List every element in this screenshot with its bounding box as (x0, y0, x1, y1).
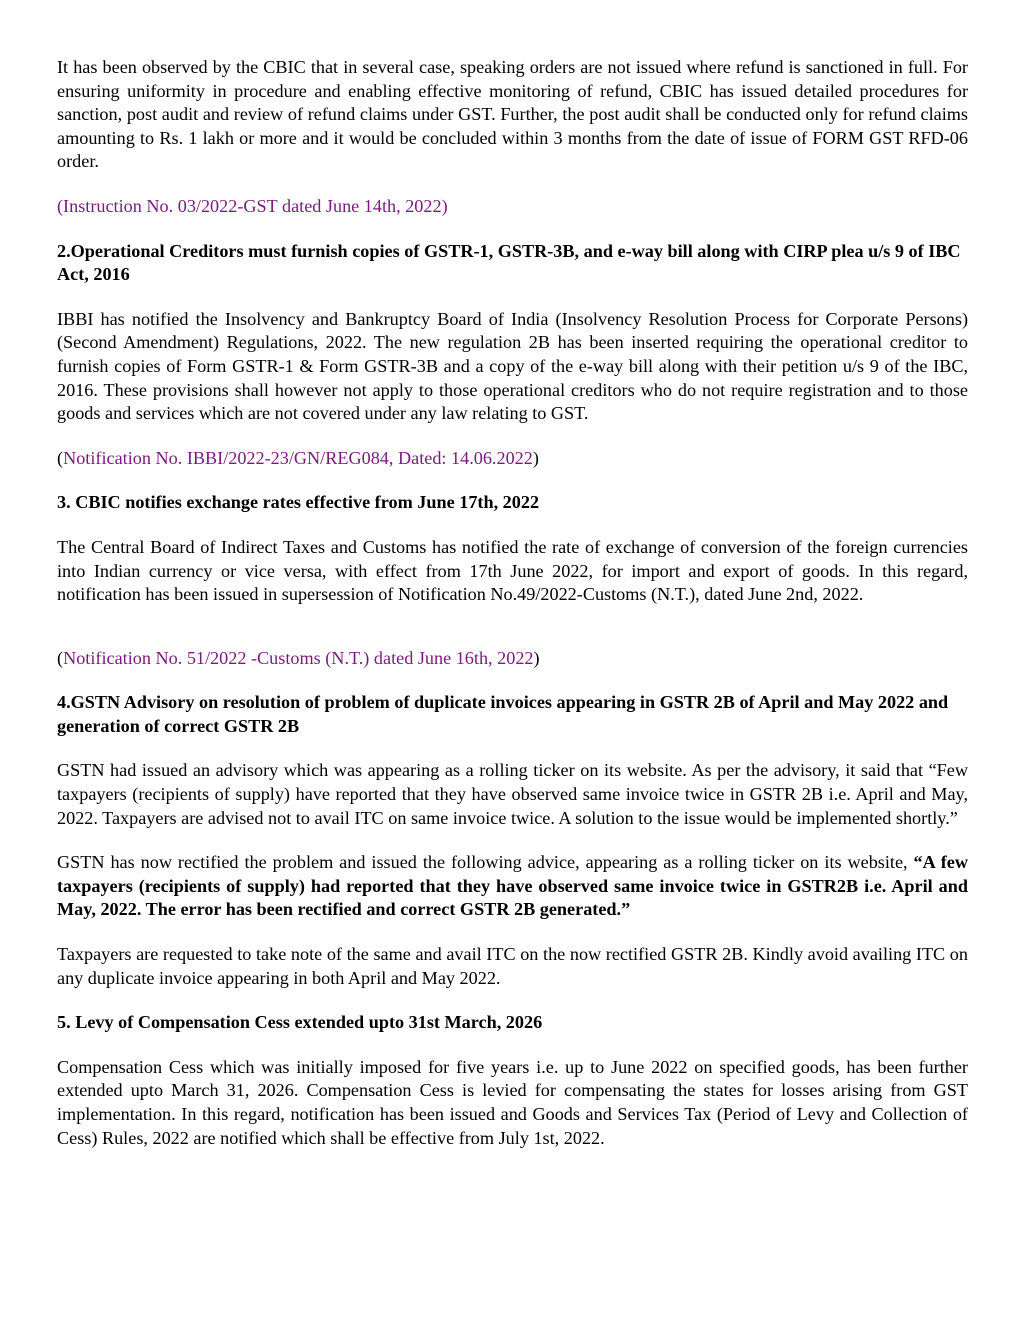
section-4-body-2-quote: “A few taxpayers (recipients of supply) had reported that they have observed same invoice twice in GSTR2B i.e. April and May, 2022. The error has been rectified and correct GSTR 2B generated.” (57, 852, 968, 920)
instruction-reference: (Instruction No. 03/2022-GST dated June 14th, 2022) (57, 195, 448, 216)
section-3-body: The Central Board of Indirect Taxes and Customs has notified the rate of exchange of conversion of the foreign currencies into Indian currency or vice versa, with effect from 17th June 2022, for import and export of goods. In this regard, notification has been issued in supersession of Notification No.49/2022-Customs (N.T.), dated June 2nd, 2022. (57, 536, 968, 605)
section-4-body-2-lead: GSTN has now rectified the problem and issued the following advice, appearing as a rolling ticker on its website, (57, 852, 914, 873)
ref-text: Notification No. IBBI/2022-23/GN/REG084, Dated: 14.06.2022 (63, 447, 533, 468)
document-page (57, 56, 968, 1150)
section-2-heading: 2.Operational Creditors must furnish copies of GSTR-1, GSTR-3B, and e-way bill along with CIRP plea u/s 9 of IBC Act, 2016 (57, 240, 961, 285)
section-2-body: IBBI has notified the Insolvency and Bankruptcy Board of India (Insolvency Resolution Process for Corporate Persons) (Second Amendment) Regulations, 2022. The new regulation 2B has been inserted requiring the operational creditor to furnish copies of Form GSTR-1 & Form GSTR-3B and a copy of the e-way bill along with their petition u/s 9 of the IBC, 2016. These provisions shall however not apply to those operational creditors who do not require registration and to those goods and services which are not covered under any law relating to GST. (57, 308, 968, 424)
section-3-reference (57, 647, 968, 671)
ref-open-paren: ( (57, 647, 64, 668)
ref-text: Notification No. 51/2022 -Customs (N.T.) dated June 16th, 2022 (63, 647, 534, 668)
section-2-reference (57, 447, 968, 471)
section-3-heading: 3. CBIC notifies exchange rates effective from June 17th, 2022 (57, 492, 540, 513)
section-4-body-1: GSTN had issued an advisory which was appearing as a rolling ticker on its website. As per the advisory, it said that “Few taxpayers (recipients of supply) have reported that they have observed same invoice twice in GSTR 2B i.e. April and May, 2022. Taxpayers are advised not to avail ITC on same invoice twice. A solution to the issue would be implemented shortly.” (57, 760, 968, 828)
ref-close-paren: ) (533, 647, 540, 668)
ref-close-paren: ) (532, 447, 539, 468)
ref-open-paren: ( (57, 447, 64, 468)
section-4-body-3: Taxpayers are requested to take note of the same and avail ITC on the now rectified GSTR 2B. Kindly avoid availing ITC on any duplicate invoice appearing in both April and May 2022. (57, 944, 968, 988)
section-4-heading: 4.GSTN Advisory on resolution of problem of duplicate invoices appearing in GSTR 2B of April and May 2022 and generation of correct GSTR 2B (57, 692, 949, 736)
intro-paragraph: It has been observed by the CBIC that in several case, speaking orders are not issued where refund is sanctioned in full. For ensuring uniformity in procedure and enabling effective monitoring of refund, CBIC has issued detailed procedures for sanction, post audit and review of refund claims under GST. Further, the post audit shall be conducted only for refund claims amounting to Rs. 1 lakh or more and it would be concluded within 3 months from the date of issue of FORM GST RFD-06 order. (57, 57, 968, 172)
section-5-heading: 5. Levy of Compensation Cess extended upto 31st March, 2026 (57, 1012, 543, 1033)
section-4-body-2 (57, 851, 968, 922)
section-5-body: Compensation Cess which was initially imposed for five years i.e. up to June 2022 on specified goods, has been further extended upto March 31, 2026. Compensation Cess is levied for compensating the states for losses arising from GST implementation. In this regard, notification has been issued and Goods and Services Tax (Period of Levy and Collection of Cess) Rules, 2022 are notified which shall be effective from July 1st, 2022. (57, 1056, 968, 1148)
